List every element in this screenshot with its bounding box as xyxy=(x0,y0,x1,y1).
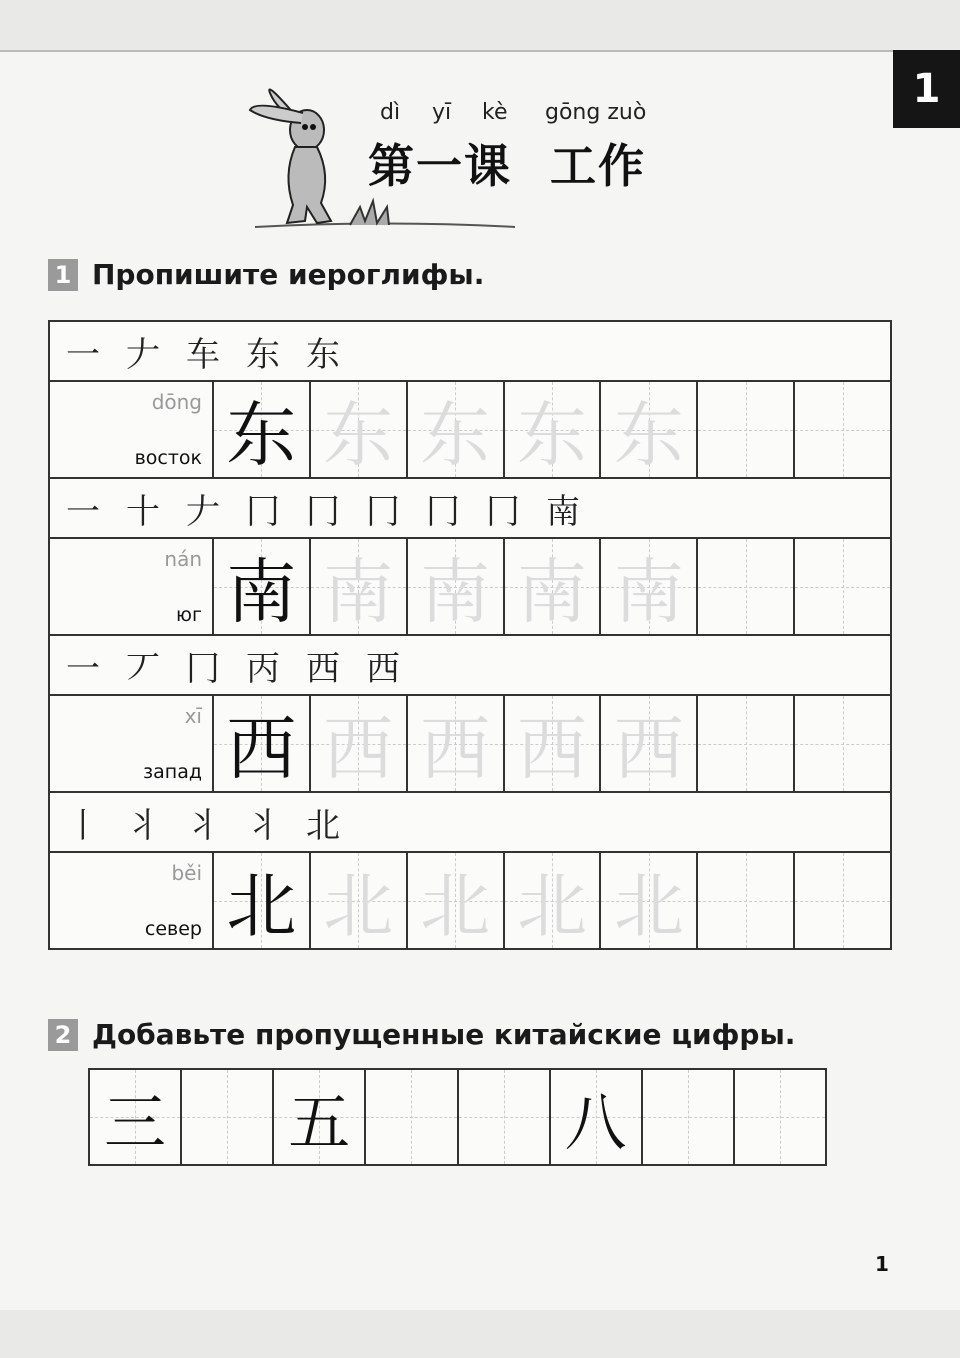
number-glyph: 三 xyxy=(104,1085,167,1159)
trace-character-cell[interactable] xyxy=(601,539,698,634)
character-meaning: восток xyxy=(134,447,202,469)
character-glyph: 西 xyxy=(420,708,491,790)
chapter-tab: 1 xyxy=(893,50,960,128)
empty-writing-cell[interactable] xyxy=(795,853,890,948)
section2-title: Добавьте пропущенные китайские цифры. xyxy=(92,1018,796,1051)
empty-writing-cell[interactable] xyxy=(795,539,890,634)
pinyin-ke: kè xyxy=(482,100,508,125)
character-label xyxy=(50,539,214,634)
trace-character-cell[interactable] xyxy=(311,696,408,791)
character-glyph: 南 xyxy=(323,551,394,633)
character-meaning: север xyxy=(144,918,202,940)
empty-writing-cell[interactable] xyxy=(795,382,890,477)
section2-number: 2 xyxy=(48,1019,78,1051)
pinyin-gongzuo: gōng zuò xyxy=(545,100,647,125)
character-glyph: 西 xyxy=(613,708,684,790)
character-glyph: 南 xyxy=(613,551,684,633)
section1-heading xyxy=(48,258,484,291)
character-glyph: 西 xyxy=(517,708,587,790)
character-glyph: 东 xyxy=(517,394,587,476)
lesson-title-number: 第一课 xyxy=(368,139,512,193)
stroke-step: 一 xyxy=(66,491,100,532)
section1-title: Пропишите иероглифы. xyxy=(92,258,485,291)
stroke-order-row xyxy=(50,636,890,696)
stroke-step: 丆 xyxy=(126,648,160,689)
character-glyph: 北 xyxy=(420,865,491,947)
numbers-grid xyxy=(88,1068,827,1166)
stroke-step: 丬 xyxy=(246,805,280,846)
trace-character-cell[interactable] xyxy=(505,382,602,477)
given-number-cell xyxy=(90,1070,182,1164)
character-label xyxy=(50,696,214,791)
stroke-step: 西 xyxy=(306,648,340,689)
given-number-cell xyxy=(551,1070,643,1164)
stroke-step: 冂 xyxy=(186,648,220,689)
stroke-order-row xyxy=(50,793,890,853)
character-glyph: 东 xyxy=(420,394,491,476)
stroke-order-row xyxy=(50,322,890,382)
blank-number-cell[interactable] xyxy=(735,1070,825,1164)
pinyin-di: dì xyxy=(380,100,401,125)
stroke-step: 冂 xyxy=(246,491,280,532)
character-glyph: 北 xyxy=(226,865,297,947)
stroke-step: 冂 xyxy=(366,491,400,532)
trace-character-cell[interactable] xyxy=(601,853,698,948)
character-glyph: 南 xyxy=(226,551,297,633)
character-practice-row xyxy=(50,696,890,793)
character-practice-row xyxy=(50,382,890,479)
character-glyph: 北 xyxy=(517,865,587,947)
trace-character-cell[interactable] xyxy=(408,853,505,948)
empty-writing-cell[interactable] xyxy=(698,853,795,948)
pinyin-yi: yī xyxy=(432,100,452,125)
character-practice-row xyxy=(50,539,890,636)
lesson-title-topic: 工作 xyxy=(550,139,646,193)
number-glyph: 五 xyxy=(288,1085,351,1159)
blank-number-cell[interactable] xyxy=(643,1070,735,1164)
character-pinyin: nán xyxy=(164,547,202,571)
stroke-step: 北 xyxy=(306,805,340,846)
number-glyph: 八 xyxy=(564,1085,627,1159)
character-practice-row xyxy=(50,853,890,948)
empty-writing-cell[interactable] xyxy=(795,696,890,791)
stroke-step: 丬 xyxy=(126,805,160,846)
section2-heading xyxy=(48,1018,795,1051)
model-character-cell xyxy=(214,853,311,948)
section1-number: 1 xyxy=(48,259,78,291)
character-meaning: юг xyxy=(176,604,202,626)
stroke-step: 丨 xyxy=(66,805,100,846)
trace-character-cell[interactable] xyxy=(311,853,408,948)
empty-writing-cell[interactable] xyxy=(698,696,795,791)
stroke-step: 冂 xyxy=(486,491,520,532)
trace-character-cell[interactable] xyxy=(408,696,505,791)
stroke-step: 南 xyxy=(546,491,580,532)
blank-number-cell[interactable] xyxy=(459,1070,551,1164)
character-glyph: 西 xyxy=(226,708,297,790)
stroke-step: 十 xyxy=(126,491,160,532)
empty-writing-cell[interactable] xyxy=(698,539,795,634)
character-glyph: 东 xyxy=(323,394,394,476)
character-pinyin: xī xyxy=(184,704,202,728)
trace-character-cell[interactable] xyxy=(311,382,408,477)
trace-character-cell[interactable] xyxy=(408,382,505,477)
stroke-step: 丬 xyxy=(186,805,220,846)
stroke-step: 东 xyxy=(246,334,280,375)
empty-writing-cell[interactable] xyxy=(698,382,795,477)
stroke-step: 𠂇 xyxy=(126,334,160,375)
trace-character-cell[interactable] xyxy=(505,696,602,791)
stroke-step: 东 xyxy=(306,334,340,375)
character-glyph: 东 xyxy=(613,394,684,476)
model-character-cell xyxy=(214,539,311,634)
trace-character-cell[interactable] xyxy=(505,539,602,634)
character-glyph: 南 xyxy=(420,551,491,633)
stroke-step: 西 xyxy=(366,648,400,689)
blank-number-cell[interactable] xyxy=(182,1070,274,1164)
trace-character-cell[interactable] xyxy=(408,539,505,634)
character-label xyxy=(50,853,214,948)
character-label xyxy=(50,382,214,477)
stroke-step: 丙 xyxy=(246,648,280,689)
trace-character-cell[interactable] xyxy=(505,853,602,948)
stroke-step: 一 xyxy=(66,334,100,375)
model-character-cell xyxy=(214,382,311,477)
stroke-order-row xyxy=(50,479,890,539)
page-number: 1 xyxy=(875,1252,889,1276)
stroke-step: 冂 xyxy=(306,491,340,532)
trace-character-cell[interactable] xyxy=(601,696,698,791)
trace-character-cell[interactable] xyxy=(311,539,408,634)
character-pinyin: dōng xyxy=(151,390,202,414)
character-glyph: 西 xyxy=(323,708,394,790)
model-character-cell xyxy=(214,696,311,791)
character-glyph: 北 xyxy=(323,865,394,947)
stroke-step: 𠂇 xyxy=(186,491,220,532)
character-glyph: 南 xyxy=(517,551,587,633)
character-meaning: запад xyxy=(143,761,202,783)
character-glyph: 北 xyxy=(613,865,684,947)
character-pinyin: běi xyxy=(171,861,202,885)
writing-practice-table xyxy=(48,320,892,950)
character-glyph: 东 xyxy=(226,394,297,476)
given-number-cell xyxy=(274,1070,366,1164)
trace-character-cell[interactable] xyxy=(601,382,698,477)
blank-number-cell[interactable] xyxy=(366,1070,458,1164)
stroke-step: 一 xyxy=(66,648,100,689)
stroke-step: 冂 xyxy=(426,491,460,532)
stroke-step: 车 xyxy=(186,334,220,375)
